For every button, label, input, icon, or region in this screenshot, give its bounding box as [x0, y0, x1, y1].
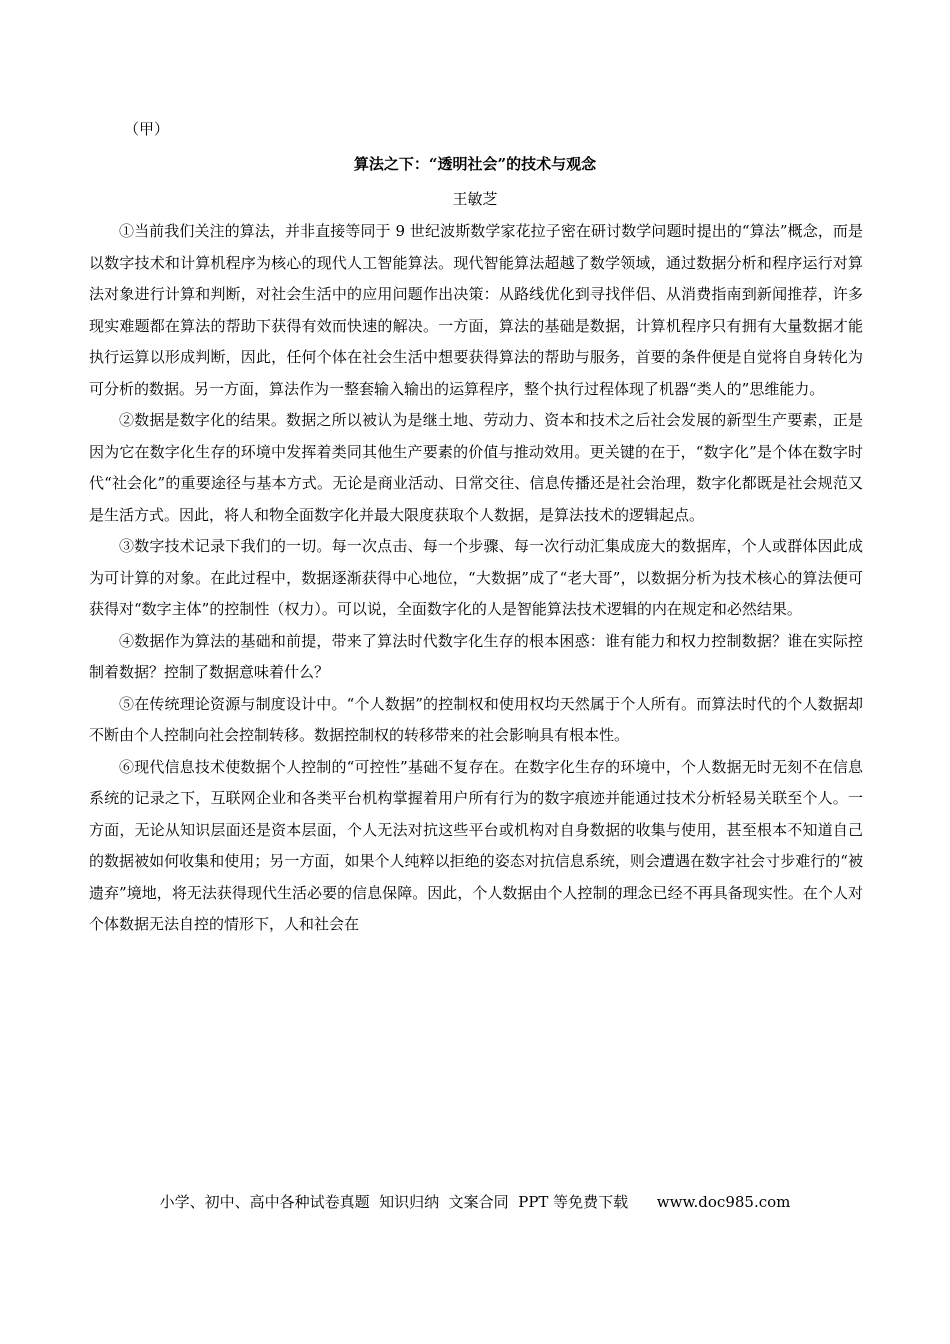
article-title: 算法之下：“透明社会”的技术与观念: [353, 155, 597, 173]
section-label: （甲）: [124, 120, 170, 138]
paragraph-4: ④数据作为算法的基础和前提，带来了算法时代数字化生存的根本困惑：谁有能力和权力控制数据？谁在实际控制着数据？控制了数据意味着什么？: [89, 631, 863, 681]
paragraph-5: ⑤在传统理论资源与制度设计中。“个人数据”的控制权和使用权均天然属于个人所有。而算法时代的个人数据却不断由个人控制向社会控制转移。数据控制权的转移带来的社会影响具有根本性。: [89, 694, 863, 744]
paragraph-1: ①当前我们关注的算法，并非直接等同于 9 世纪波斯数学家花拉子密在研讨数学问题时提出的“算法”概念，而是以数字技术和计算机程序为核心的现代人工智能算法。现代智能算法超越了数学领域，通过数据分析和程序运行对算法对象进行计算和判断，对社会生活中的应用问题作出决策：从路线优化到寻找伴侣、从消费指南到新闻推荐，许多现实难题都在算法的帮助下获得有效而快速的解决。一方面，算法的基础是数据，计算机程序只有拥有大量数据才能执行运算以形成判断，因此，任何个体在社会生活中想要获得算法的帮助与服务，首要的条件便是自觉将自身转化为可分析的数据。另一方面，算法作为一整套输入输出的运算程序，整个执行过程体现了机器“类人的”思维能力。: [89, 222, 863, 398]
paragraph-2: ②数据是数字化的结果。数据之所以被认为是继土地、劳动力、资本和技术之后社会发展的新型生产要素，正是因为它在数字化生存的环境中发挥着类同其他生产要素的价值与推动效用。更关键的在于，“数字化”是个体在数字时代“社会化”的重要途径与基本方式。无论是商业活动、日常交往、信息传播还是社会治理，数字化都既是社会规范又是生活方式。因此，将人和物全面数字化并最大限度获取个人数据，是算法技术的逻辑起点。: [89, 411, 863, 524]
paragraph-3: ③数字技术记录下我们的一切。每一次点击、每一个步骤、每一次行动汇集成庞大的数据库，个人或群体因此成为可计算的对象。在此过程中，数据逐渐获得中心地位，“大数据”成了“老大哥”，以数据分析为技术核心的算法便可获得对“数字主体”的控制性（权力）。可以说，全面数字化的人是智能算法技术逻辑的内在规定和必然结果。: [89, 537, 863, 618]
page-footer: 小学、初中、高中各种试卷真题 知识归纳 文案合同 PPT 等免费下载 www.doc985.com: [159, 1193, 791, 1211]
paragraph-6: ⑥现代信息技术使数据个人控制的“可控性”基础不复存在。在数字化生存的环境中，个人数据无时无刻不在信息系统的记录之下，互联网企业和各类平台机构掌握着用户所有行为的数字痕迹并能通过技术分析轻易关联至个人。一方面，无论从知识层面还是资本层面，个人无法对抗这些平台或机构对自身数据的收集与使用，甚至根本不知道自己的数据被如何收集和使用；另一方面，如果个人纯粹以拒绝的姿态对抗信息系统，则会遭遇在数字社会寸步难行的“被遗弃”境地，将无法获得现代生活必要的信息保障。因此，个人数据由个人控制的理念已经不再具备现实性。在个人对个体数据无法自控的情形下，人和社会在: [89, 757, 863, 933]
article-body: [89, 216, 863, 941]
article-author: 王敏芝: [452, 190, 498, 208]
